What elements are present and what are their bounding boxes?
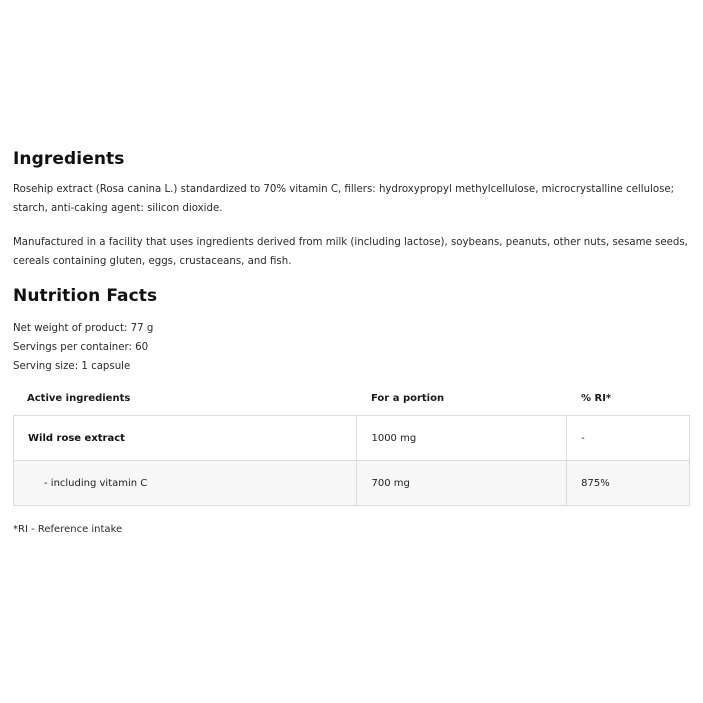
- row-ri-value: -: [567, 416, 690, 461]
- row-ri-value: 875%: [567, 461, 690, 506]
- product-info: [13, 146, 690, 538]
- row-ingredient-name: - including vitamin C: [14, 461, 357, 506]
- row-ingredient-name: Wild rose extract: [14, 416, 357, 461]
- servings-per-container: Servings per container: 60: [13, 342, 149, 353]
- serving-size: Serving size: 1 capsule: [13, 361, 131, 372]
- row-portion-value: 700 mg: [357, 461, 567, 506]
- row-portion-value: 1000 mg: [357, 416, 567, 461]
- header-active-ingredients: Active ingredients: [27, 393, 131, 404]
- header-ri: % RI*: [581, 393, 612, 404]
- nutrition-table: [13, 415, 690, 506]
- net-weight: Net weight of product: 77 g: [13, 323, 154, 334]
- nutrition-facts-heading: Nutrition Facts: [13, 286, 158, 306]
- product-facts: [13, 319, 690, 376]
- ingredients-text: Rosehip extract (Rosa canina L.) standardized to 70% vitamin C, fillers: hydroxypropyl methylcellulose, microcrystalline cellulose; starch, anti-caking agent: silicon dioxide.: [13, 184, 675, 214]
- ingredients-heading: Ingredients: [13, 149, 125, 169]
- ri-footnote: *RI - Reference intake: [13, 524, 123, 535]
- table-row: [14, 416, 690, 461]
- allergen-text: Manufactured in a facility that uses ingredients derived from milk (including lactose), soybeans, peanuts, other nuts, sesame seeds, cereals containing gluten, eggs, crustaceans, and fish.: [13, 237, 688, 267]
- header-for-a-portion: For a portion: [371, 393, 445, 404]
- table-row: [14, 461, 690, 506]
- table-header: [13, 382, 690, 415]
